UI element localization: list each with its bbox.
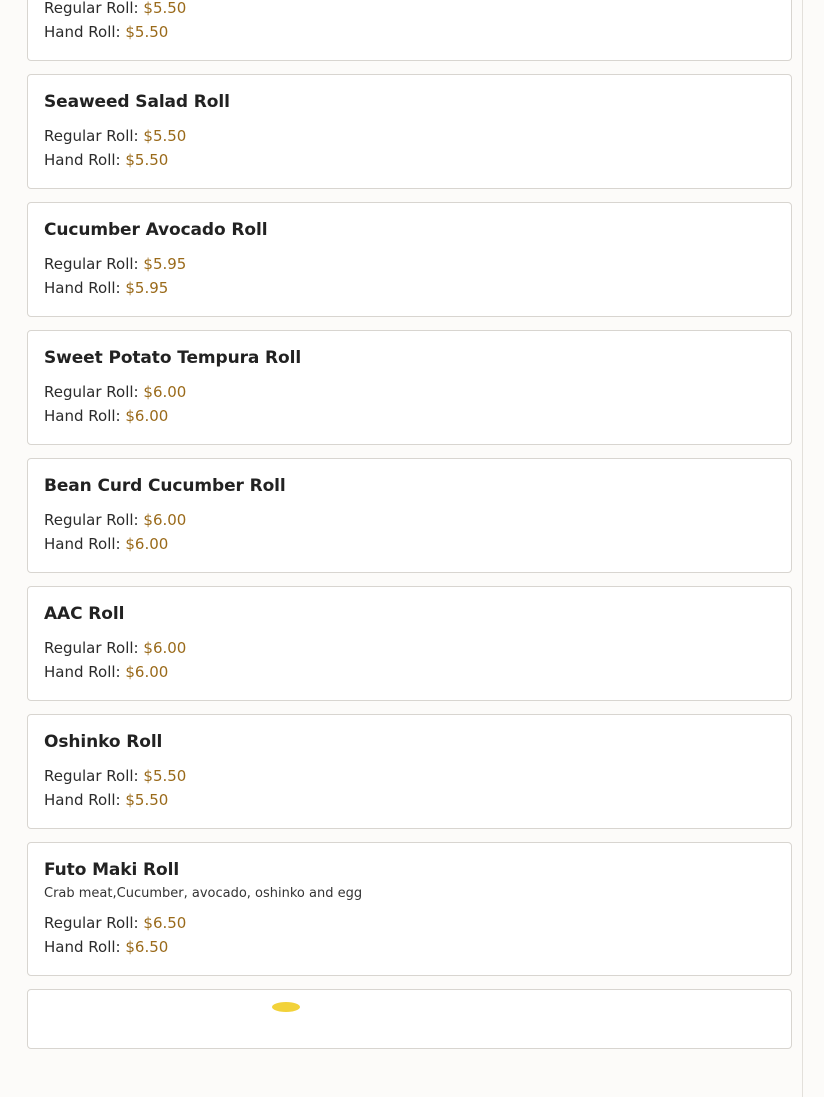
hand-roll-price: $6.00 xyxy=(125,407,169,425)
menu-item-name: Seaweed Salad Roll xyxy=(44,92,230,112)
hand-roll-label: Hand Roll: xyxy=(44,938,121,956)
hand-roll-label: Hand Roll: xyxy=(44,791,121,809)
regular-roll-label: Regular Roll: xyxy=(44,767,139,785)
menu-item-card-partial[interactable] xyxy=(27,989,792,1049)
regular-roll-price: $6.50 xyxy=(143,914,187,932)
menu-item-card[interactable] xyxy=(27,74,792,189)
regular-roll-row xyxy=(44,0,775,20)
hand-roll-price: $5.50 xyxy=(125,23,169,41)
hand-roll-price: $6.00 xyxy=(125,535,169,553)
regular-roll-row xyxy=(44,124,775,148)
menu-item-card[interactable] xyxy=(27,0,792,61)
menu-item-list xyxy=(27,0,792,1049)
regular-roll-label: Regular Roll: xyxy=(44,914,139,932)
regular-roll-row xyxy=(44,252,775,276)
hand-roll-price: $5.50 xyxy=(125,791,169,809)
regular-roll-row xyxy=(44,508,775,532)
regular-roll-label: Regular Roll: xyxy=(44,639,139,657)
item-image-peek xyxy=(272,1002,300,1012)
hand-roll-label: Hand Roll: xyxy=(44,663,121,681)
regular-roll-row xyxy=(44,764,775,788)
menu-item-name: Futo Maki Roll xyxy=(44,860,180,880)
regular-roll-row xyxy=(44,380,775,404)
hand-roll-row xyxy=(44,404,775,428)
menu-item-card[interactable] xyxy=(27,330,792,445)
hand-roll-row xyxy=(44,276,775,300)
regular-roll-price: $5.95 xyxy=(143,255,187,273)
regular-roll-label: Regular Roll: xyxy=(44,127,139,145)
menu-item-name: AAC Roll xyxy=(44,604,125,624)
hand-roll-row xyxy=(44,148,775,172)
hand-roll-price: $6.50 xyxy=(125,938,169,956)
menu-item-card[interactable] xyxy=(27,842,792,976)
hand-roll-row xyxy=(44,788,775,812)
regular-roll-label: Regular Roll: xyxy=(44,511,139,529)
menu-item-name: Bean Curd Cucumber Roll xyxy=(44,476,286,496)
regular-roll-price: $5.50 xyxy=(143,127,187,145)
hand-roll-row xyxy=(44,532,775,556)
page-scroll-edge xyxy=(802,0,803,1097)
menu-item-card[interactable] xyxy=(27,202,792,317)
hand-roll-label: Hand Roll: xyxy=(44,151,121,169)
menu-item-name: Cucumber Avocado Roll xyxy=(44,220,268,240)
regular-roll-label: Regular Roll: xyxy=(44,0,139,17)
menu-item-card[interactable] xyxy=(27,586,792,701)
menu-item-card[interactable] xyxy=(27,714,792,829)
menu-item-name: Oshinko Roll xyxy=(44,732,163,752)
regular-roll-price: $5.50 xyxy=(143,767,187,785)
hand-roll-label: Hand Roll: xyxy=(44,23,121,41)
hand-roll-label: Hand Roll: xyxy=(44,279,121,297)
regular-roll-label: Regular Roll: xyxy=(44,255,139,273)
hand-roll-label: Hand Roll: xyxy=(44,407,121,425)
menu-item-name: Sweet Potato Tempura Roll xyxy=(44,348,302,368)
regular-roll-price: $6.00 xyxy=(143,383,187,401)
menu-item-card[interactable] xyxy=(27,458,792,573)
regular-roll-row xyxy=(44,911,775,935)
hand-roll-price: $5.95 xyxy=(125,279,169,297)
hand-roll-price: $6.00 xyxy=(125,663,169,681)
hand-roll-row xyxy=(44,660,775,684)
hand-roll-row xyxy=(44,20,775,44)
regular-roll-price: $5.50 xyxy=(143,0,187,17)
regular-roll-price: $6.00 xyxy=(143,639,187,657)
hand-roll-row xyxy=(44,935,775,959)
regular-roll-row xyxy=(44,636,775,660)
menu-item-description: Crab meat,Cucumber, avocado, oshinko and egg xyxy=(44,886,363,901)
regular-roll-price: $6.00 xyxy=(143,511,187,529)
regular-roll-label: Regular Roll: xyxy=(44,383,139,401)
hand-roll-label: Hand Roll: xyxy=(44,535,121,553)
hand-roll-price: $5.50 xyxy=(125,151,169,169)
